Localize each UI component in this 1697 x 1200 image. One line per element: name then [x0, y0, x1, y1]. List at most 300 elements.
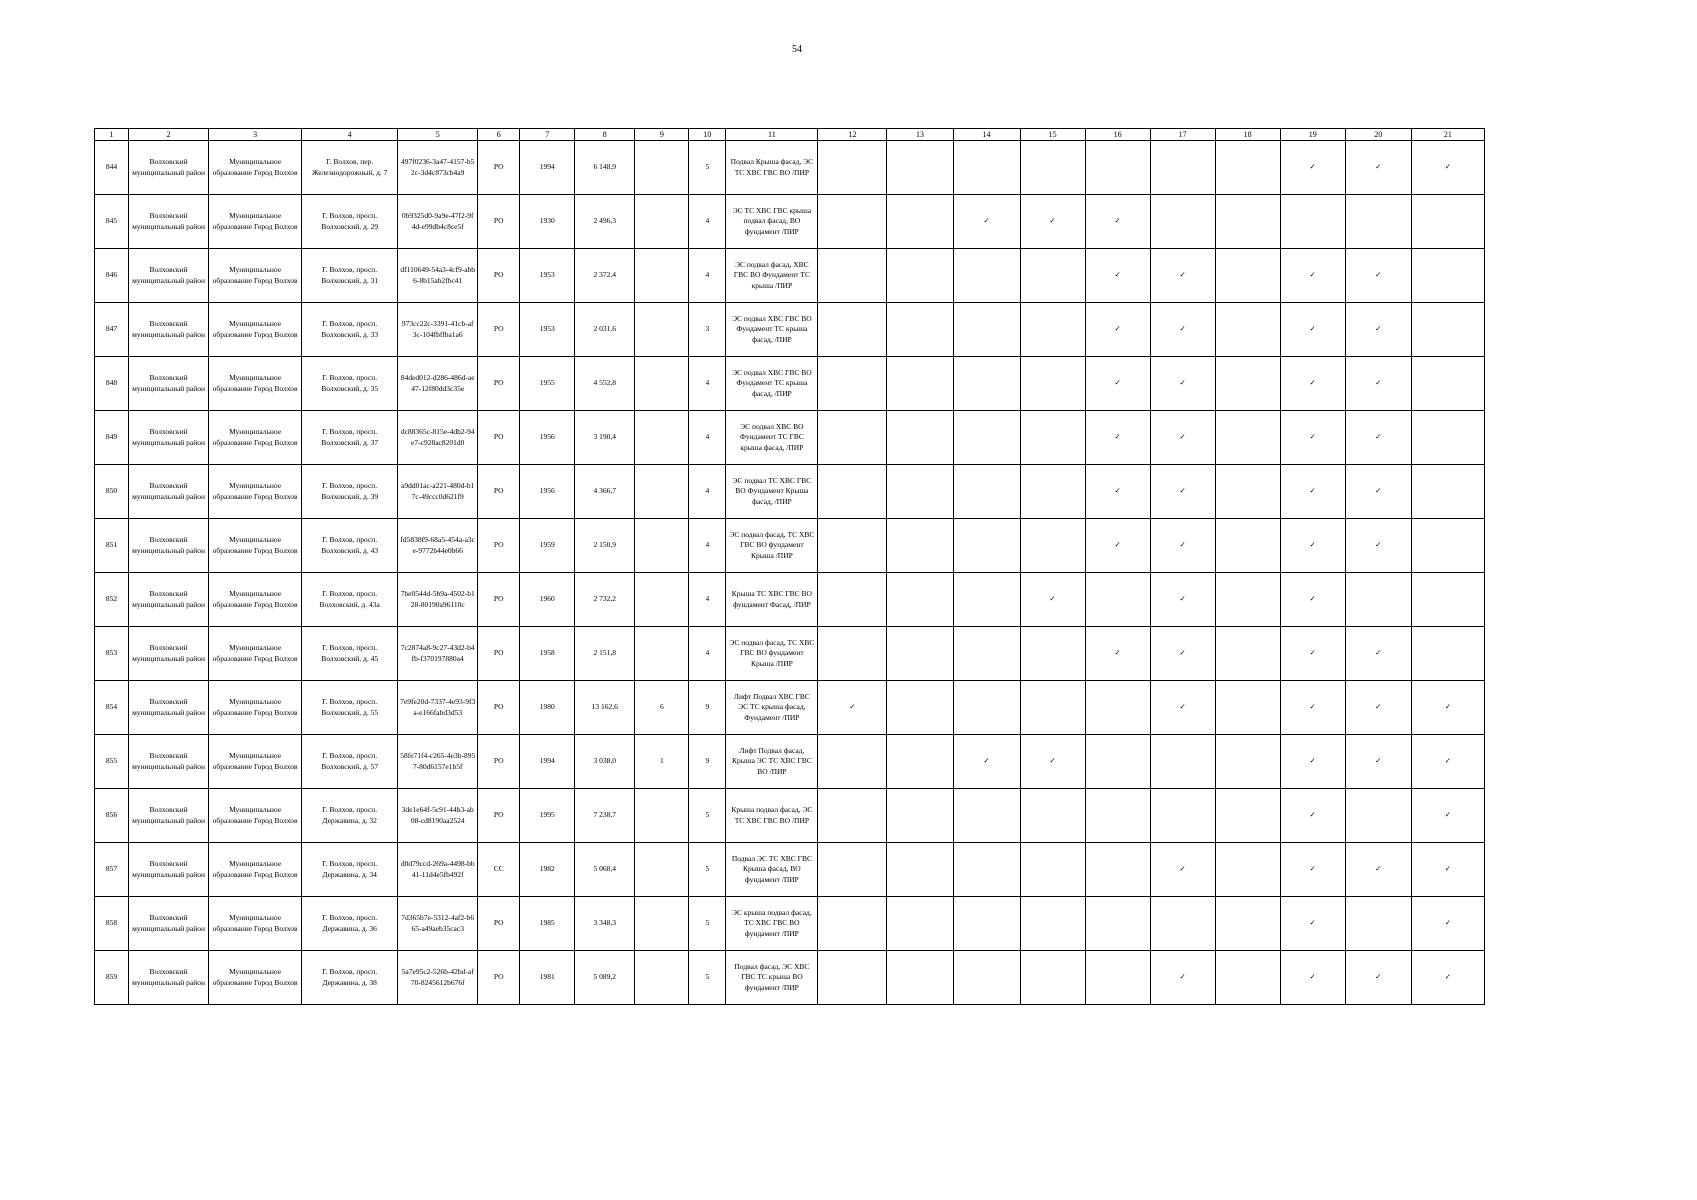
check-mark-cell: ✓ — [1345, 843, 1411, 897]
check-mark-cell: ✓ — [1150, 465, 1215, 519]
check-mark-cell: ✓ — [1345, 681, 1411, 735]
check-mark-cell — [953, 141, 1020, 195]
check-mark-cell: ✓ — [1411, 141, 1484, 195]
table-row — [95, 519, 1485, 573]
check-mark-cell — [1150, 141, 1215, 195]
table-cell-col-1: 850 — [95, 465, 129, 519]
table-cell-col-1: 859 — [95, 951, 129, 1005]
table-cell-col-2: Волховский муниципальный район — [129, 897, 209, 951]
check-mark-cell — [1020, 843, 1085, 897]
check-mark-cell — [1215, 951, 1280, 1005]
table-cell-col-8: 5 089,2 — [575, 951, 635, 1005]
table-cell-col-10: 3 — [689, 303, 726, 357]
table-cell-col-1: 853 — [95, 627, 129, 681]
table-cell-col-6: РО — [478, 681, 520, 735]
check-mark-cell: ✓ — [1411, 951, 1484, 1005]
check-mark-cell: ✓ — [1085, 519, 1150, 573]
table-cell-col-9 — [635, 303, 689, 357]
table-cell-col-10: 5 — [689, 789, 726, 843]
check-mark-cell — [1085, 897, 1150, 951]
check-mark-cell — [887, 411, 953, 465]
table-cell-col-6: РО — [478, 303, 520, 357]
table-cell-col-2: Волховский муниципальный район — [129, 411, 209, 465]
check-mark-cell — [887, 303, 953, 357]
table-cell-col-11: ЭС подвал фасад, ХВС ГВС ВО Фундамент ТС крыша /ПИР — [726, 249, 818, 303]
check-mark-cell — [818, 951, 887, 1005]
table-row — [95, 465, 1485, 519]
table-cell-col-10: 4 — [689, 249, 726, 303]
check-mark-cell — [1280, 195, 1345, 249]
column-number-20: 20 — [1345, 129, 1411, 141]
table-cell-col-4: Г. Волхов, просп. Державина, д. 36 — [302, 897, 398, 951]
check-mark-cell — [1345, 897, 1411, 951]
check-mark-cell: ✓ — [1020, 735, 1085, 789]
check-mark-cell — [1411, 465, 1484, 519]
check-mark-cell: ✓ — [1345, 249, 1411, 303]
table-cell-col-1: 851 — [95, 519, 129, 573]
table-cell-col-4: Г. Волхов, просп. Волховский, д. 43 — [302, 519, 398, 573]
check-mark-cell: ✓ — [953, 735, 1020, 789]
check-mark-cell: ✓ — [953, 195, 1020, 249]
table-cell-col-4: Г. Волхов, просп. Волховский, д. 43а — [302, 573, 398, 627]
table-cell-col-9: 6 — [635, 681, 689, 735]
table-cell-col-10: 9 — [689, 735, 726, 789]
table-cell-col-7: 1956 — [520, 465, 575, 519]
check-mark-cell — [818, 735, 887, 789]
table-cell-col-4: Г. Волхов, просп. Волховский, д. 29 — [302, 195, 398, 249]
check-mark-cell — [1215, 573, 1280, 627]
table-cell-col-7: 1953 — [520, 249, 575, 303]
check-mark-cell: ✓ — [1020, 573, 1085, 627]
check-mark-cell — [887, 357, 953, 411]
check-mark-cell — [1020, 357, 1085, 411]
table-cell-col-7: 1953 — [520, 303, 575, 357]
check-mark-cell — [887, 573, 953, 627]
table-cell-col-6: РО — [478, 735, 520, 789]
table-cell-col-8: 2 031,6 — [575, 303, 635, 357]
table-cell-col-5: df110649-54a3-4cf9-abb6-8b15ab2fbc41 — [398, 249, 478, 303]
table-cell-col-2: Волховский муниципальный район — [129, 249, 209, 303]
check-mark-cell — [818, 357, 887, 411]
check-mark-cell — [887, 951, 953, 1005]
check-mark-cell — [953, 951, 1020, 1005]
table-cell-col-7: 1981 — [520, 951, 575, 1005]
column-number-17: 17 — [1150, 129, 1215, 141]
column-number-8: 8 — [575, 129, 635, 141]
check-mark-cell — [1085, 681, 1150, 735]
check-mark-cell — [887, 465, 953, 519]
table-cell-col-4: Г. Волхов, просп. Волховский, д. 31 — [302, 249, 398, 303]
column-number-16: 16 — [1085, 129, 1150, 141]
table-cell-col-8: 2 496,3 — [575, 195, 635, 249]
table-cell-col-6: РО — [478, 519, 520, 573]
check-mark-cell — [1215, 627, 1280, 681]
check-mark-cell — [1411, 411, 1484, 465]
table-row — [95, 681, 1485, 735]
table-cell-col-11: Крыша подвал фасад, ЭС ТС ХВС ГВС ВО /ПИР — [726, 789, 818, 843]
check-mark-cell: ✓ — [1150, 249, 1215, 303]
check-mark-cell — [1020, 681, 1085, 735]
column-number-18: 18 — [1215, 129, 1280, 141]
check-mark-cell: ✓ — [1345, 465, 1411, 519]
table-cell-col-3: Муниципальное образование Город Волхов — [209, 789, 302, 843]
table-cell-col-5: 84ded012-d286-486d-ae47-12f80dd3c35e — [398, 357, 478, 411]
table-cell-col-4: Г. Волхов, просп. Державина, д. 38 — [302, 951, 398, 1005]
table-cell-col-2: Волховский муниципальный район — [129, 735, 209, 789]
table-cell-col-1: 854 — [95, 681, 129, 735]
check-mark-cell — [1085, 573, 1150, 627]
check-mark-cell — [1345, 789, 1411, 843]
check-mark-cell — [1215, 465, 1280, 519]
table-cell-col-9 — [635, 195, 689, 249]
table-cell-col-10: 5 — [689, 843, 726, 897]
table-cell-col-4: Г. Волхов, просп. Волховский, д. 33 — [302, 303, 398, 357]
check-mark-cell: ✓ — [1150, 573, 1215, 627]
table-cell-col-2: Волховский муниципальный район — [129, 519, 209, 573]
table-cell-col-4: Г. Волхов, просп. Волховский, д. 45 — [302, 627, 398, 681]
check-mark-cell — [1411, 303, 1484, 357]
check-mark-cell — [1020, 249, 1085, 303]
table-cell-col-3: Муниципальное образование Город Волхов — [209, 573, 302, 627]
check-mark-cell: ✓ — [1280, 843, 1345, 897]
column-number-21: 21 — [1411, 129, 1484, 141]
check-mark-cell: ✓ — [1345, 411, 1411, 465]
column-number-1: 1 — [95, 129, 129, 141]
check-mark-cell — [1085, 735, 1150, 789]
table-cell-col-11: ЭС ТС ХВС ГВС крыша подвал фасад, ВО фундамент /ПИР — [726, 195, 818, 249]
check-mark-cell: ✓ — [1150, 411, 1215, 465]
check-mark-cell: ✓ — [1345, 141, 1411, 195]
table-cell-col-4: Г. Волхов, просп. Волховский, д. 37 — [302, 411, 398, 465]
check-mark-cell: ✓ — [1150, 681, 1215, 735]
table-cell-col-3: Муниципальное образование Город Волхов — [209, 411, 302, 465]
table-cell-col-9 — [635, 627, 689, 681]
table-cell-col-2: Волховский муниципальный район — [129, 465, 209, 519]
table-cell-col-1: 844 — [95, 141, 129, 195]
column-number-3: 3 — [209, 129, 302, 141]
table-cell-col-5: 7e9fe20d-7337-4e93-9f3a-e166fabd3d53 — [398, 681, 478, 735]
check-mark-cell: ✓ — [1020, 195, 1085, 249]
check-mark-cell — [1085, 951, 1150, 1005]
check-mark-cell — [1150, 195, 1215, 249]
table-cell-col-8: 13 162,6 — [575, 681, 635, 735]
table-cell-col-2: Волховский муниципальный район — [129, 195, 209, 249]
check-mark-cell — [1020, 141, 1085, 195]
table-cell-col-11: Подвал Крыша фасад, ЭС ТС ХВС ГВС ВО /ПИР — [726, 141, 818, 195]
check-mark-cell — [818, 843, 887, 897]
table-cell-col-5: 0b9325d0-9a9e-47f2-9f4d-e99db4c8ce5f — [398, 195, 478, 249]
check-mark-cell: ✓ — [1345, 303, 1411, 357]
check-mark-cell — [1411, 249, 1484, 303]
table-cell-col-2: Волховский муниципальный район — [129, 303, 209, 357]
table-cell-col-4: Г. Волхов, просп. Волховский, д. 55 — [302, 681, 398, 735]
table-cell-col-11: ЭС подвал ХВС ГВС ВО Фундамент ТС крыша фасад, /ПИР — [726, 357, 818, 411]
table-cell-col-8: 4 366,7 — [575, 465, 635, 519]
table-cell-col-5: 7c2874a8-9c27-43d2-b4fb-f370197880a4 — [398, 627, 478, 681]
table-cell-col-10: 4 — [689, 627, 726, 681]
column-number-6: 6 — [478, 129, 520, 141]
table-cell-col-10: 5 — [689, 897, 726, 951]
check-mark-cell — [1020, 411, 1085, 465]
table-cell-col-10: 4 — [689, 411, 726, 465]
table-cell-col-1: 855 — [95, 735, 129, 789]
table-cell-col-3: Муниципальное образование Город Волхов — [209, 465, 302, 519]
check-mark-cell — [1215, 789, 1280, 843]
check-mark-cell — [818, 303, 887, 357]
table-cell-col-11: Подвал ЭС ТС ХВС ГВС Крыша фасад, ВО фундамент /ПИР — [726, 843, 818, 897]
table-cell-col-1: 852 — [95, 573, 129, 627]
table-cell-col-8: 3 190,4 — [575, 411, 635, 465]
check-mark-cell — [1020, 465, 1085, 519]
table-cell-col-6: РО — [478, 141, 520, 195]
table-cell-col-3: Муниципальное образование Город Волхов — [209, 681, 302, 735]
page-number: 54 — [792, 44, 802, 55]
table-cell-col-11: ЭС подвал ХВС ВО Фундамент ТС ГВС крыша фасад, /ПИР — [726, 411, 818, 465]
check-mark-cell — [818, 411, 887, 465]
table-cell-col-1: 847 — [95, 303, 129, 357]
check-mark-cell — [887, 735, 953, 789]
table-row — [95, 249, 1485, 303]
table-cell-col-6: РО — [478, 465, 520, 519]
table-cell-col-1: 857 — [95, 843, 129, 897]
table-row — [95, 843, 1485, 897]
table-cell-col-2: Волховский муниципальный район — [129, 573, 209, 627]
check-mark-cell: ✓ — [1280, 573, 1345, 627]
table-cell-col-8: 3 038,0 — [575, 735, 635, 789]
check-mark-cell: ✓ — [1345, 627, 1411, 681]
table-cell-col-7: 1994 — [520, 735, 575, 789]
table-cell-col-7: 1980 — [520, 681, 575, 735]
table-cell-col-3: Муниципальное образование Город Волхов — [209, 627, 302, 681]
table-cell-col-9 — [635, 519, 689, 573]
register-table — [94, 128, 1485, 1005]
table-cell-col-6: РО — [478, 357, 520, 411]
table-cell-col-2: Волховский муниципальный район — [129, 627, 209, 681]
check-mark-cell: ✓ — [1280, 141, 1345, 195]
check-mark-cell — [953, 681, 1020, 735]
column-number-15: 15 — [1020, 129, 1085, 141]
check-mark-cell — [1215, 249, 1280, 303]
check-mark-cell: ✓ — [1411, 843, 1484, 897]
check-mark-cell — [953, 843, 1020, 897]
check-mark-cell — [887, 789, 953, 843]
check-mark-cell: ✓ — [1150, 357, 1215, 411]
table-cell-col-9 — [635, 465, 689, 519]
table-cell-col-5: 5a7e95c2-526b-42bd-af70-8245612b676f — [398, 951, 478, 1005]
check-mark-cell: ✓ — [1280, 303, 1345, 357]
table-cell-col-3: Муниципальное образование Город Волхов — [209, 249, 302, 303]
check-mark-cell — [1411, 573, 1484, 627]
check-mark-cell: ✓ — [1345, 357, 1411, 411]
table-cell-col-2: Волховский муниципальный район — [129, 843, 209, 897]
table-cell-col-8: 2 732,2 — [575, 573, 635, 627]
table-cell-col-5: d0d79ccd-269a-4498-bb41-11d4e5fb492f — [398, 843, 478, 897]
table-cell-col-11: ЭС подвал фасад, ТС ХВС ГВС ВО фундамент Крыша /ПИР — [726, 627, 818, 681]
check-mark-cell — [1215, 843, 1280, 897]
table-cell-col-7: 1955 — [520, 357, 575, 411]
check-mark-cell — [1020, 627, 1085, 681]
check-mark-cell — [1215, 735, 1280, 789]
table-cell-col-5: 58fe71f4-c265-4e3b-8957-80d6157e1b5f — [398, 735, 478, 789]
table-cell-col-5: 7be0544d-5b9a-4502-b128-80190a96110c — [398, 573, 478, 627]
table-cell-col-9 — [635, 951, 689, 1005]
table-cell-col-3: Муниципальное образование Город Волхов — [209, 141, 302, 195]
table-cell-col-2: Волховский муниципальный район — [129, 141, 209, 195]
column-number-9: 9 — [635, 129, 689, 141]
table-row — [95, 357, 1485, 411]
table-cell-col-5: 3de1e64f-5c91-44b3-ab08-cd8190aa2524 — [398, 789, 478, 843]
table-cell-col-11: Лифт Подвал фасад, Крыша ЭС ТС ХВС ГВС ВО /ПИР — [726, 735, 818, 789]
check-mark-cell — [1020, 303, 1085, 357]
table-cell-col-1: 858 — [95, 897, 129, 951]
table-cell-col-6: РО — [478, 573, 520, 627]
table-cell-col-4: Г. Волхов, просп. Волховский, д. 39 — [302, 465, 398, 519]
check-mark-cell — [1150, 897, 1215, 951]
check-mark-cell: ✓ — [1280, 519, 1345, 573]
check-mark-cell — [1411, 195, 1484, 249]
check-mark-cell: ✓ — [1280, 465, 1345, 519]
table-row — [95, 573, 1485, 627]
check-mark-cell — [1020, 951, 1085, 1005]
check-mark-cell — [1020, 897, 1085, 951]
table-cell-col-8: 4 552,8 — [575, 357, 635, 411]
check-mark-cell — [1345, 573, 1411, 627]
table-row — [95, 897, 1485, 951]
table-cell-col-9 — [635, 843, 689, 897]
check-mark-cell — [1085, 141, 1150, 195]
check-mark-cell: ✓ — [1411, 897, 1484, 951]
table-cell-col-1: 848 — [95, 357, 129, 411]
check-mark-cell: ✓ — [1345, 519, 1411, 573]
check-mark-cell: ✓ — [1280, 249, 1345, 303]
table-cell-col-7: 1960 — [520, 573, 575, 627]
check-mark-cell: ✓ — [1085, 303, 1150, 357]
column-number-10: 10 — [689, 129, 726, 141]
table-cell-col-2: Волховский муниципальный район — [129, 357, 209, 411]
check-mark-cell — [887, 141, 953, 195]
table-cell-col-3: Муниципальное образование Город Волхов — [209, 897, 302, 951]
table-row — [95, 303, 1485, 357]
table-cell-col-3: Муниципальное образование Город Волхов — [209, 843, 302, 897]
check-mark-cell — [818, 519, 887, 573]
check-mark-cell: ✓ — [1085, 249, 1150, 303]
table-cell-col-9 — [635, 573, 689, 627]
check-mark-cell — [1411, 357, 1484, 411]
table-cell-col-8: 3 348,3 — [575, 897, 635, 951]
table-cell-col-7: 1994 — [520, 141, 575, 195]
table-cell-col-10: 5 — [689, 141, 726, 195]
check-mark-cell — [1215, 681, 1280, 735]
check-mark-cell: ✓ — [1280, 951, 1345, 1005]
table-cell-col-9 — [635, 141, 689, 195]
table-cell-col-5: 497f0236-3a47-4157-b52c-3d4c873cb4a9 — [398, 141, 478, 195]
check-mark-cell — [1411, 519, 1484, 573]
table-cell-col-5: dc88365c-815e-4db2-94e7-c928ac8201d0 — [398, 411, 478, 465]
check-mark-cell — [1215, 357, 1280, 411]
check-mark-cell — [818, 627, 887, 681]
check-mark-cell: ✓ — [1150, 627, 1215, 681]
check-mark-cell: ✓ — [1150, 519, 1215, 573]
check-mark-cell — [1215, 411, 1280, 465]
table-cell-col-9 — [635, 249, 689, 303]
check-mark-cell — [887, 681, 953, 735]
table-cell-col-2: Волховский муниципальный район — [129, 789, 209, 843]
table-cell-col-9 — [635, 357, 689, 411]
table-cell-col-11: ЭС подвал ХВС ГВС ВО Фундамент ТС крыша фасад, /ПИР — [726, 303, 818, 357]
check-mark-cell — [953, 627, 1020, 681]
check-mark-cell — [1020, 789, 1085, 843]
table-cell-col-1: 856 — [95, 789, 129, 843]
check-mark-cell: ✓ — [1150, 951, 1215, 1005]
table-row — [95, 141, 1485, 195]
check-mark-cell — [887, 195, 953, 249]
check-mark-cell: ✓ — [1280, 735, 1345, 789]
check-mark-cell: ✓ — [818, 681, 887, 735]
check-mark-cell — [818, 897, 887, 951]
table-row — [95, 195, 1485, 249]
check-mark-cell — [887, 519, 953, 573]
table-cell-col-1: 849 — [95, 411, 129, 465]
table-cell-col-8: 2 150,9 — [575, 519, 635, 573]
table-cell-col-7: 1930 — [520, 195, 575, 249]
table-cell-col-8: 2 151,8 — [575, 627, 635, 681]
table-cell-col-4: Г. Волхов, просп. Волховский, д. 35 — [302, 357, 398, 411]
table-cell-col-10: 5 — [689, 951, 726, 1005]
check-mark-cell — [953, 411, 1020, 465]
check-mark-cell — [1215, 195, 1280, 249]
table-cell-col-6: РО — [478, 411, 520, 465]
check-mark-cell: ✓ — [1150, 843, 1215, 897]
table-cell-col-6: РО — [478, 195, 520, 249]
check-mark-cell — [953, 573, 1020, 627]
table-cell-col-6: РО — [478, 627, 520, 681]
check-mark-cell — [818, 141, 887, 195]
table-row — [95, 951, 1485, 1005]
table-cell-col-4: Г. Волхов, просп. Державина, д. 34 — [302, 843, 398, 897]
table-cell-col-3: Муниципальное образование Город Волхов — [209, 519, 302, 573]
check-mark-cell — [887, 897, 953, 951]
check-mark-cell: ✓ — [1150, 303, 1215, 357]
check-mark-cell — [1215, 897, 1280, 951]
column-number-13: 13 — [887, 129, 953, 141]
table-cell-col-10: 4 — [689, 195, 726, 249]
column-number-4: 4 — [302, 129, 398, 141]
check-mark-cell — [953, 465, 1020, 519]
column-number-19: 19 — [1280, 129, 1345, 141]
table-cell-col-10: 4 — [689, 519, 726, 573]
check-mark-cell — [1085, 789, 1150, 843]
check-mark-cell: ✓ — [1411, 789, 1484, 843]
check-mark-cell: ✓ — [1085, 195, 1150, 249]
table-cell-col-5: 973cc22c-3391-41cb-af3c-104fbffba1a6 — [398, 303, 478, 357]
table-cell-col-6: СС — [478, 843, 520, 897]
table-cell-col-11: Крыша ТС ХВС ГВС ВО фундамент Фасад, /ПИР — [726, 573, 818, 627]
column-number-row — [95, 129, 1485, 141]
check-mark-cell: ✓ — [1085, 627, 1150, 681]
check-mark-cell: ✓ — [1280, 681, 1345, 735]
table-cell-col-4: Г. Волхов, просп. Державина, д. 32 — [302, 789, 398, 843]
check-mark-cell: ✓ — [1411, 735, 1484, 789]
table-cell-col-3: Муниципальное образование Город Волхов — [209, 195, 302, 249]
check-mark-cell — [1085, 843, 1150, 897]
column-number-12: 12 — [818, 129, 887, 141]
check-mark-cell: ✓ — [1085, 357, 1150, 411]
table-cell-col-2: Волховский муниципальный район — [129, 681, 209, 735]
table-cell-col-9: 1 — [635, 735, 689, 789]
table-cell-col-2: Волховский муниципальный район — [129, 951, 209, 1005]
check-mark-cell: ✓ — [1280, 357, 1345, 411]
table-cell-col-6: РО — [478, 789, 520, 843]
